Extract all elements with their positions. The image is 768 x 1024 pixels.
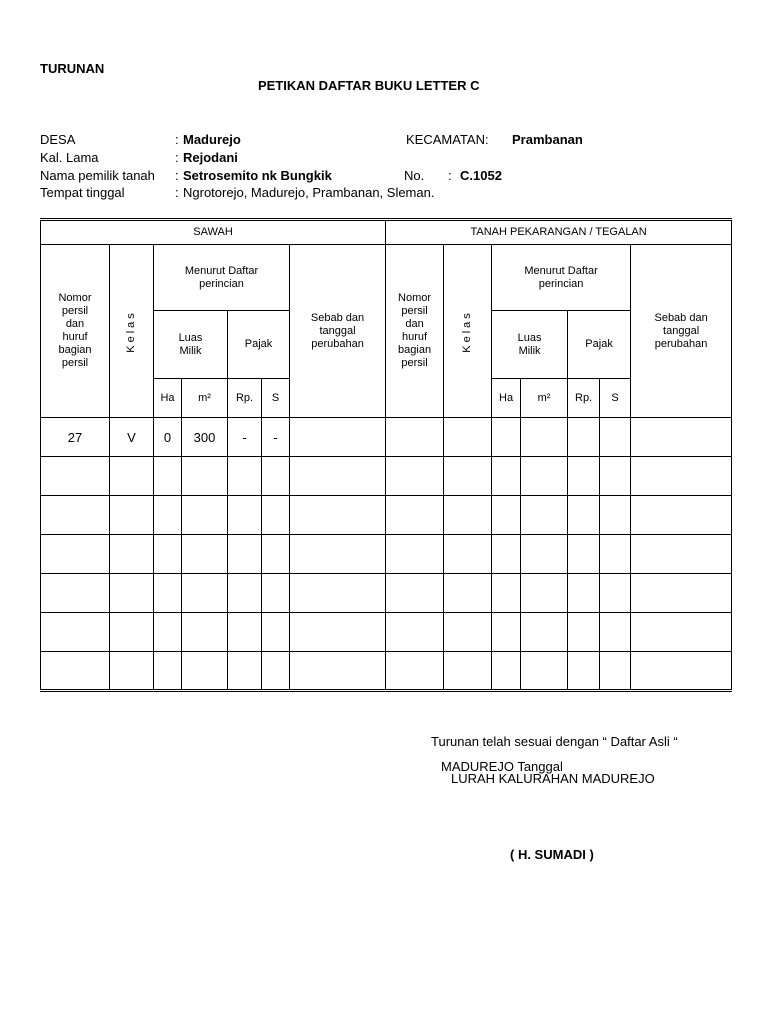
kelas-value: V bbox=[110, 418, 154, 457]
table-row bbox=[41, 652, 732, 691]
ha-header-2: Ha bbox=[492, 379, 521, 418]
ha-value: 0 bbox=[154, 418, 182, 457]
luas-milik-header: Luas Milik bbox=[154, 311, 228, 379]
kecamatan-label: KECAMATAN: bbox=[406, 132, 489, 147]
kelas-header: Kelas bbox=[110, 245, 154, 418]
tinggal-colon: : bbox=[175, 185, 179, 200]
persil-number: 27 bbox=[41, 418, 110, 457]
menurut-daftar-header: Menurut Daftar perincian bbox=[154, 245, 290, 311]
nomor-persil-header-2: Nomor persil dan huruf bagian persil bbox=[386, 245, 444, 418]
sebab-header: Sebab dan tanggal perubahan bbox=[290, 245, 386, 418]
s-header-2: S bbox=[600, 379, 631, 418]
no-label: No. bbox=[404, 168, 425, 183]
pajak-header: Pajak bbox=[228, 311, 290, 379]
cell bbox=[568, 418, 600, 457]
turunan-label: TURUNAN bbox=[40, 61, 105, 76]
signatory-name: ( H. SUMADI ) bbox=[510, 847, 594, 862]
ha-header: Ha bbox=[154, 379, 182, 418]
cell bbox=[492, 418, 521, 457]
menurut-daftar-header-2: Menurut Daftar perincian bbox=[492, 245, 631, 311]
luas-milik-header-2: Luas Milik bbox=[492, 311, 568, 379]
cell bbox=[386, 418, 444, 457]
cell bbox=[631, 418, 732, 457]
table-row bbox=[41, 418, 732, 457]
s-value: - bbox=[262, 418, 290, 457]
table-row bbox=[41, 457, 732, 496]
pemilik-label: Nama pemilik tanah bbox=[40, 168, 155, 183]
kal-lama-colon: : bbox=[175, 150, 179, 165]
table-row bbox=[41, 613, 732, 652]
no-value: C.1052 bbox=[460, 168, 502, 183]
rp-header-2: Rp. bbox=[568, 379, 600, 418]
table-row bbox=[41, 535, 732, 574]
no-colon: : bbox=[448, 168, 452, 183]
m2-header-2: m² bbox=[521, 379, 568, 418]
cell bbox=[521, 418, 568, 457]
m2-header: m² bbox=[182, 379, 228, 418]
ledger-table bbox=[40, 218, 732, 692]
nomor-persil-header: Nomor persil dan huruf bagian persil bbox=[41, 245, 110, 418]
place-date: MADUREJO Tanggal bbox=[441, 759, 563, 774]
kal-lama-value: Rejodani bbox=[183, 150, 238, 165]
turunan-sesuai-text: Turunan telah sesuai dengan “ Daftar Asli “ bbox=[431, 734, 678, 749]
table-row bbox=[41, 574, 732, 613]
table-row bbox=[41, 496, 732, 535]
tinggal-label: Tempat tinggal bbox=[40, 185, 125, 200]
desa-value: Madurejo bbox=[183, 132, 241, 147]
sebab-header-2: Sebab dan tanggal perubahan bbox=[631, 245, 732, 418]
kal-lama-label: Kal. Lama bbox=[40, 150, 99, 165]
tanah-pekarangan-header: TANAH PEKARANGAN / TEGALAN bbox=[386, 220, 732, 245]
cell bbox=[290, 418, 386, 457]
document-title: PETIKAN DAFTAR BUKU LETTER C bbox=[258, 78, 480, 93]
sawah-header: SAWAH bbox=[41, 220, 386, 245]
rp-header: Rp. bbox=[228, 379, 262, 418]
cell bbox=[444, 418, 492, 457]
s-header: S bbox=[262, 379, 290, 418]
pajak-header-2: Pajak bbox=[568, 311, 631, 379]
tinggal-value: Ngrotorejo, Madurejo, Prambanan, Sleman. bbox=[183, 185, 435, 200]
kelas-header-2: Kelas bbox=[444, 245, 492, 418]
m2-value: 300 bbox=[182, 418, 228, 457]
lurah-title: LURAH KALURAHAN MADUREJO bbox=[451, 771, 655, 786]
cell bbox=[600, 418, 631, 457]
pemilik-value: Setrosemito nk Bungkik bbox=[183, 168, 332, 183]
pemilik-colon: : bbox=[175, 168, 179, 183]
desa-label: DESA bbox=[40, 132, 76, 147]
kecamatan-value: Prambanan bbox=[512, 132, 583, 147]
desa-colon: : bbox=[175, 132, 179, 147]
rp-value: - bbox=[228, 418, 262, 457]
